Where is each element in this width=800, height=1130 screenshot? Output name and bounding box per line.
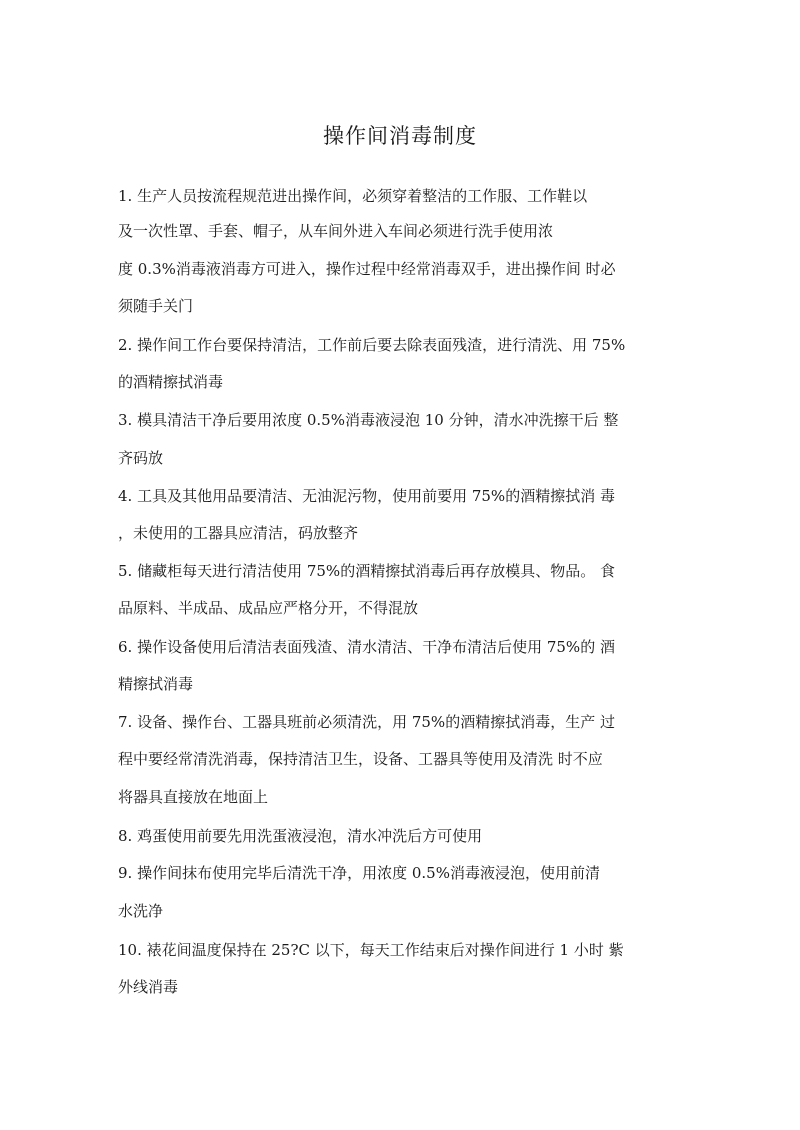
text-line: 1. 生产人员按流程规范进出操作间，必须穿着整洁的工作服、工作鞋以 [118,187,588,205]
text-line: 外线消毒 [118,978,179,996]
text-line: 5. 储藏柜每天进行清洁使用 75%的酒精擦拭消毒后再存放模具、物品。 食 [118,562,615,580]
text-line: 2. 操作间工作台要保持清洁，工作前后要去除表面残渣，进行清洗、用 75% [118,336,626,354]
text-line: 度 0.3%消毒液消毒方可进入，操作过程中经常消毒双手，进出操作间 时必 [118,260,616,278]
text-line: 4. 工具及其他用品要清洁、无油泥污物，使用前要用 75%的酒精擦拭消 毒 [118,487,615,505]
text-line: 9. 操作间抹布使用完毕后清洗干净，用浓度 0.5%消毒液浸泡，使用前清 [118,864,600,882]
text-line: 及一次性罩、手套、帽子，从车间外进入车间必须进行洗手使用浓 [118,222,554,240]
text-line: ，未使用的工器具应清洁，码放整齐 [118,524,359,542]
text-line: 8. 鸡蛋使用前要先用洗蛋液浸泡，清水冲洗后方可使用 [118,827,483,845]
text-line: 品原料、半成品、成品应严格分开，不得混放 [118,599,419,617]
text-line: 7. 设备、操作台、工器具班前必须清洗，用 75%的酒精擦拭消毒，生产 过 [118,713,615,731]
text-line: 精擦拭消毒 [118,675,194,693]
text-line: 3. 模具清洁干净后要用浓度 0.5%消毒液浸泡 10 分钟，清水冲洗擦干后 整 [118,411,619,429]
text-line: 齐码放 [118,449,164,467]
text-line: 将器具直接放在地面上 [118,788,269,806]
document-title: 操作间消毒制度 [323,124,477,148]
text-line: 须随手关门 [118,297,194,315]
text-line: 10. 裱花间温度保持在 25?C 以下，每天工作结束后对操作间进行 1 小时 紫 [118,941,624,959]
text-line: 水洗净 [118,902,164,920]
text-line: 的酒精擦拭消毒 [118,373,224,391]
text-line: 6. 操作设备使用后清洁表面残渣、清水清洁、干净布清洁后使用 75%的 酒 [118,638,615,656]
text-line: 程中要经常清洗消毒，保持清洁卫生，设备、工器具等使用及清洗 时不应 [118,750,603,768]
